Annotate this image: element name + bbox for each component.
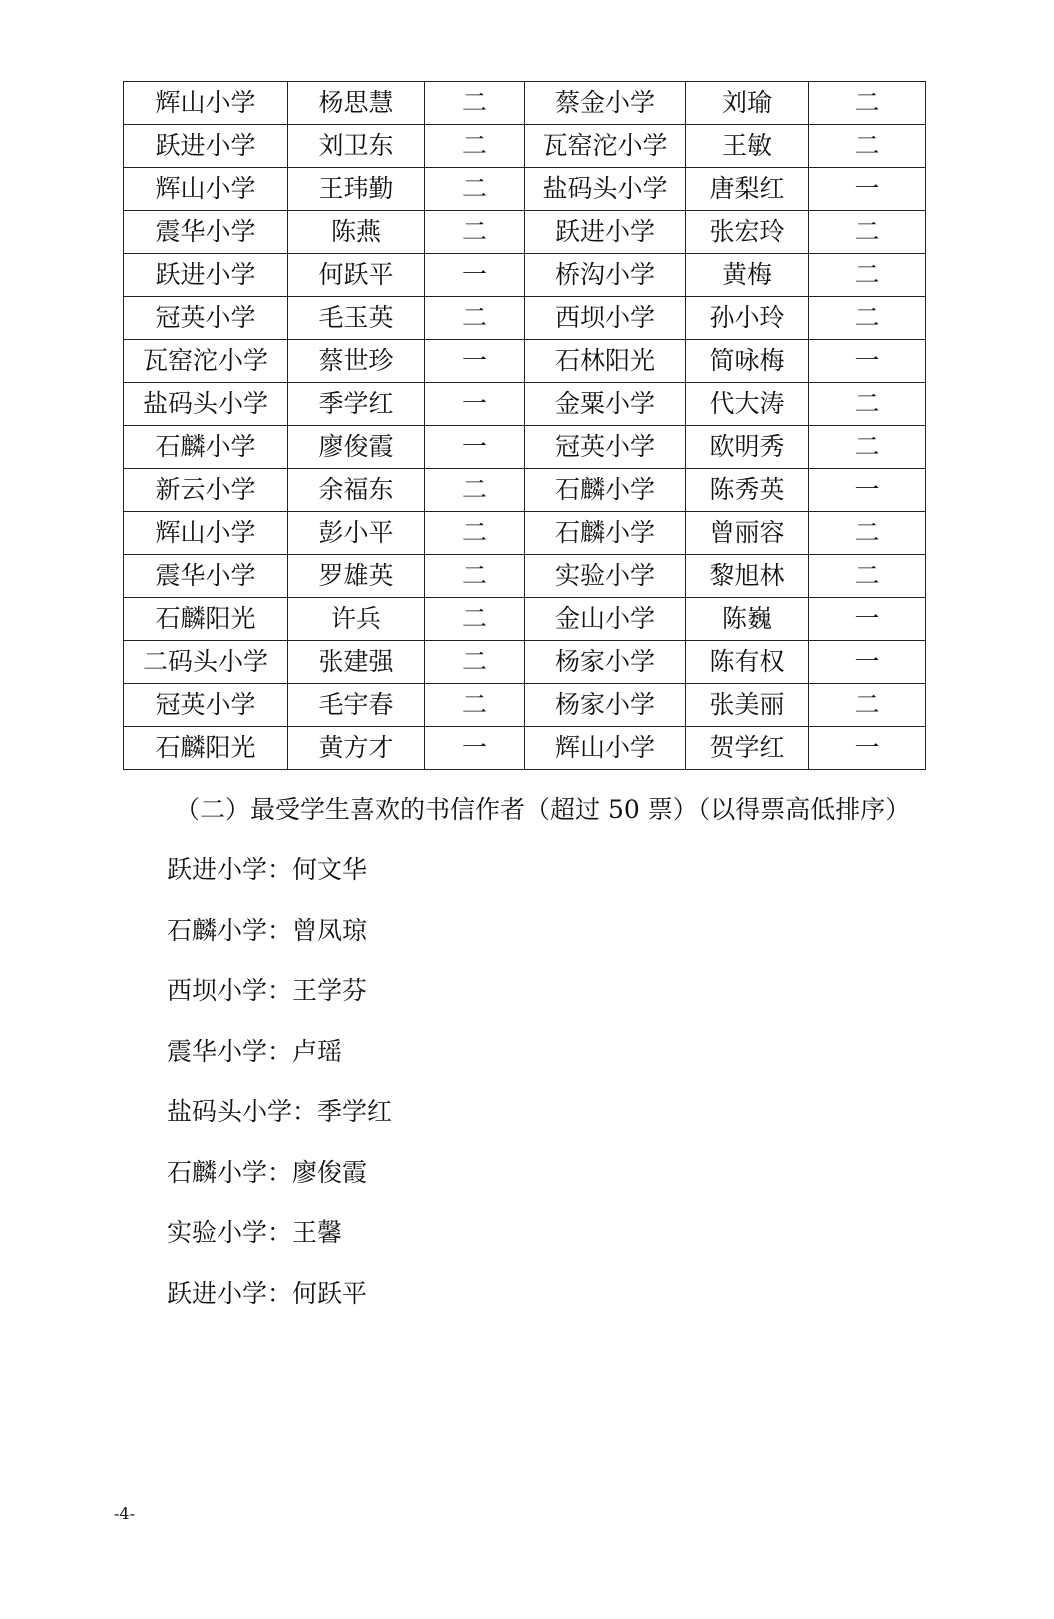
- grade-cell: 二: [425, 211, 525, 254]
- name-cell: 刘卫东: [288, 125, 425, 168]
- name-cell: 何跃平: [288, 254, 425, 297]
- grade-cell: 二: [809, 383, 926, 426]
- school-cell: 石麟小学: [525, 512, 686, 555]
- grade-cell: 一: [809, 727, 926, 770]
- school-cell: 二码头小学: [124, 641, 288, 684]
- grade-cell: 二: [425, 168, 525, 211]
- grade-cell: 二: [809, 426, 926, 469]
- name-cell: 余福东: [288, 469, 425, 512]
- grade-cell: 一: [809, 641, 926, 684]
- grade-cell: 二: [809, 254, 926, 297]
- name-cell: 张美丽: [686, 684, 809, 727]
- table-row: [124, 383, 926, 426]
- grade-cell: 二: [425, 82, 525, 125]
- award-table: [123, 81, 926, 770]
- list-item: 石麟小学：曾凤琼: [167, 915, 368, 945]
- school-cell: 金粟小学: [525, 383, 686, 426]
- grade-cell: 一: [425, 340, 525, 383]
- grade-cell: 一: [425, 383, 525, 426]
- grade-cell: 二: [425, 598, 525, 641]
- name-cell: 廖俊霞: [288, 426, 425, 469]
- school-cell: 石麟阳光: [124, 598, 288, 641]
- school-cell: 石麟阳光: [124, 727, 288, 770]
- table-row: [124, 426, 926, 469]
- school-cell: 桥沟小学: [525, 254, 686, 297]
- grade-cell: 二: [425, 684, 525, 727]
- school-cell: 冠英小学: [124, 684, 288, 727]
- table-row: [124, 641, 926, 684]
- award-table-body: [124, 82, 926, 770]
- list-item: 实验小学：王馨: [167, 1218, 343, 1247]
- name-cell: 陈有权: [686, 641, 809, 684]
- name-cell: 王玮勤: [288, 168, 425, 211]
- school-cell: 杨家小学: [525, 684, 686, 727]
- grade-cell: 二: [809, 555, 926, 598]
- section-heading: （二）最受学生喜欢的书信作者（超过 50 票）（以得票高低排序）: [175, 795, 911, 824]
- school-cell: 辉山小学: [124, 512, 288, 555]
- school-cell: 石麟小学: [525, 469, 686, 512]
- school-cell: 杨家小学: [525, 641, 686, 684]
- table-row: [124, 125, 926, 168]
- grade-cell: 二: [809, 297, 926, 340]
- school-cell: 石林阳光: [525, 340, 686, 383]
- table-row: [124, 82, 926, 125]
- list-item: 跃进小学：何跃平: [167, 1278, 368, 1308]
- table-row: [124, 684, 926, 727]
- name-cell: 欧明秀: [686, 426, 809, 469]
- name-cell: 唐梨红: [686, 168, 809, 211]
- school-cell: 辉山小学: [525, 727, 686, 770]
- school-cell: 石麟小学: [124, 426, 288, 469]
- grade-cell: 二: [809, 125, 926, 168]
- name-cell: 许兵: [288, 598, 425, 641]
- school-cell: 跃进小学: [525, 211, 686, 254]
- grade-cell: 二: [425, 125, 525, 168]
- school-cell: 盐码头小学: [525, 168, 686, 211]
- grade-cell: 二: [425, 469, 525, 512]
- list-item: 震华小学：卢瑶: [167, 1036, 343, 1066]
- name-cell: 孙小玲: [686, 297, 809, 340]
- school-cell: 震华小学: [124, 555, 288, 598]
- table-row: [124, 555, 926, 598]
- name-cell: 罗雄英: [288, 555, 425, 598]
- school-cell: 辉山小学: [124, 82, 288, 125]
- name-cell: 黎旭林: [686, 555, 809, 598]
- author-list: [167, 850, 392, 1334]
- name-cell: 张宏玲: [686, 211, 809, 254]
- grade-cell: 二: [809, 684, 926, 727]
- name-cell: 陈秀英: [686, 469, 809, 512]
- name-cell: 代大涛: [686, 383, 809, 426]
- grade-cell: 二: [809, 82, 926, 125]
- grade-cell: 一: [425, 727, 525, 770]
- name-cell: 陈燕: [288, 211, 425, 254]
- name-cell: 黄梅: [686, 254, 809, 297]
- name-cell: 张建强: [288, 641, 425, 684]
- page-number: -4-: [114, 1504, 135, 1523]
- school-cell: 跃进小学: [124, 125, 288, 168]
- table-row: [124, 211, 926, 254]
- grade-cell: 一: [809, 598, 926, 641]
- table-row: [124, 727, 926, 770]
- table-row: [124, 254, 926, 297]
- school-cell: 盐码头小学: [124, 383, 288, 426]
- school-cell: 金山小学: [525, 598, 686, 641]
- table-row: [124, 512, 926, 555]
- school-cell: 冠英小学: [124, 297, 288, 340]
- list-item: 石麟小学：廖俊霞: [167, 1157, 368, 1187]
- school-cell: 冠英小学: [525, 426, 686, 469]
- name-cell: 贺学红: [686, 727, 809, 770]
- list-item: 跃进小学：何文华: [167, 855, 368, 884]
- list-item: 西坝小学：王学芬: [167, 976, 368, 1005]
- table-row: [124, 297, 926, 340]
- school-cell: 瓦窑沱小学: [124, 340, 288, 383]
- grade-cell: 二: [809, 211, 926, 254]
- school-cell: 辉山小学: [124, 168, 288, 211]
- table-row: [124, 340, 926, 383]
- school-cell: 震华小学: [124, 211, 288, 254]
- grade-cell: 一: [809, 168, 926, 211]
- school-cell: 蔡金小学: [525, 82, 686, 125]
- school-cell: 西坝小学: [525, 297, 686, 340]
- school-cell: 新云小学: [124, 469, 288, 512]
- school-cell: 瓦窑沱小学: [525, 125, 686, 168]
- name-cell: 黄方才: [288, 727, 425, 770]
- name-cell: 毛宇春: [288, 684, 425, 727]
- name-cell: 杨思慧: [288, 82, 425, 125]
- grade-cell: 二: [425, 512, 525, 555]
- grade-cell: 一: [809, 469, 926, 512]
- list-item: 盐码头小学：季学红: [167, 1097, 393, 1126]
- name-cell: 陈巍: [686, 598, 809, 641]
- table-row: [124, 598, 926, 641]
- school-cell: 跃进小学: [124, 254, 288, 297]
- grade-cell: 二: [425, 297, 525, 340]
- grade-cell: 二: [425, 641, 525, 684]
- name-cell: 曾丽容: [686, 512, 809, 555]
- name-cell: 王敏: [686, 125, 809, 168]
- grade-cell: 二: [425, 555, 525, 598]
- table-row: [124, 168, 926, 211]
- grade-cell: 一: [809, 340, 926, 383]
- name-cell: 彭小平: [288, 512, 425, 555]
- grade-cell: 一: [425, 254, 525, 297]
- name-cell: 简咏梅: [686, 340, 809, 383]
- table-row: [124, 469, 926, 512]
- name-cell: 毛玉英: [288, 297, 425, 340]
- name-cell: 刘瑜: [686, 82, 809, 125]
- name-cell: 蔡世珍: [288, 340, 425, 383]
- grade-cell: 二: [809, 512, 926, 555]
- school-cell: 实验小学: [525, 555, 686, 598]
- grade-cell: 一: [425, 426, 525, 469]
- name-cell: 季学红: [288, 383, 425, 426]
